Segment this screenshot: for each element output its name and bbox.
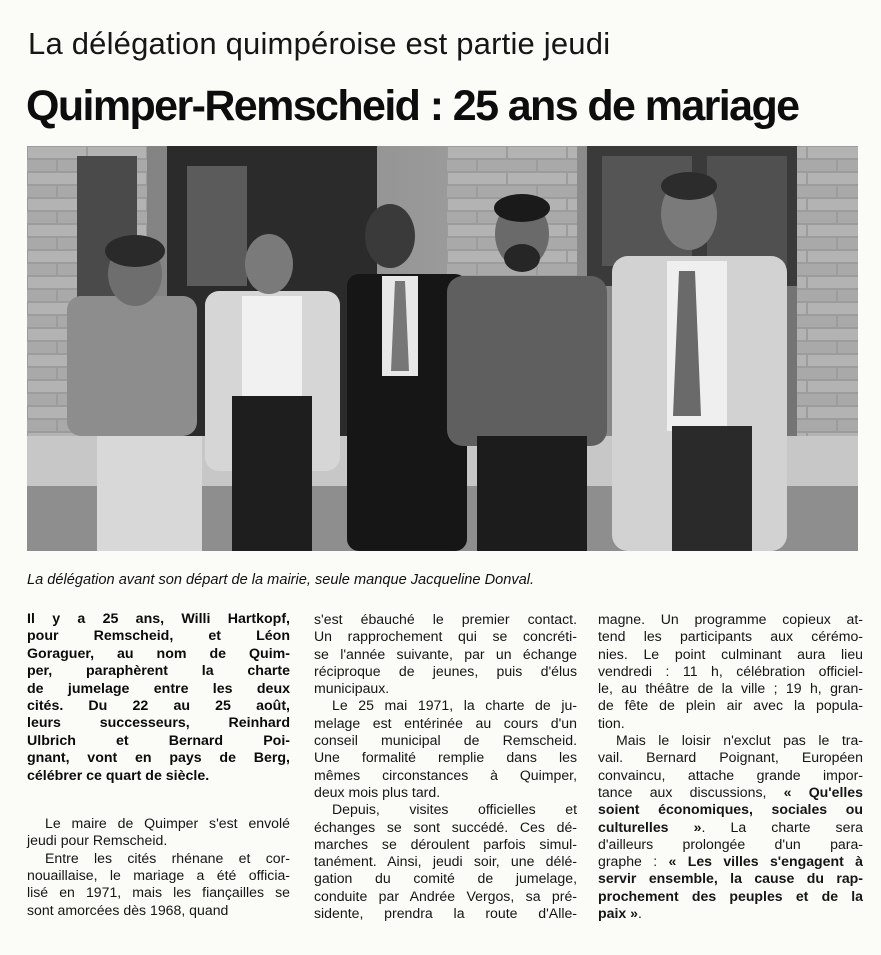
lead-paragraph: Il y a 25 ans, Willi Hartkopf, pour Remscheid, et Léon Goraguer, au nom de Quim- per, paraphèrent la charte de jumelage entre les deux cités. Du 22 au 25 août, leurs successeurs, Reinhard Ulbrich et Bernard Poi- gnant, vont en pays de Berg, célébrer ce quart de siècle.: [27, 611, 290, 784]
paragraph: Mais le loisir n'exclut pas le tra- vail. Bernard Poignant, Européen convaincu, attache grande impor- tance aux discussions, « Qu'elles soient économiques, sociales ou culturelles ». La charte sera d'ailleurs prolongée d'un para- graphe : « Les villes s'engagent à servir ensemble, la cause du rap- prochement des peuples et de la paix ».: [598, 732, 863, 922]
column-3: [598, 611, 863, 922]
kicker: La délégation quimpéroise est partie jeudi: [28, 26, 611, 61]
column-2: [314, 611, 577, 922]
paragraph-cont: jeudi pour Remscheid.: [27, 832, 168, 849]
paragraph: s'est ébauché le premier contact. Un rapprochement qui se concréti- se l'année suivante, par un échange réciproque de jeunes, puis d'élus municipaux.: [314, 611, 577, 697]
photo-group-portrait: [27, 146, 858, 551]
headline: Quimper-Remscheid : 25 ans de mariage: [26, 82, 799, 130]
paragraph: Le 25 mai 1971, la charte de ju- melage est entérinée au cours d'un conseil municipal de Remscheid. Une formalité remplie dans les mêmes circonstances à Quimper, deux mois plus tard.: [314, 697, 577, 800]
photo-caption: La délégation avant son départ de la mairie, seule manque Jacqueline Donval.: [27, 572, 535, 588]
paragraph: Le maire de Quimper s'est envolé: [45, 815, 290, 832]
column-1: [27, 611, 290, 919]
paragraph: Entre les cités rhénane et cor- nouaillaise, le mariage a été officia- lisé en 1971, mais les fiançailles se sont amorcées dès 1968, quand: [27, 849, 290, 918]
paragraph: Depuis, visites officielles et échanges se sont succédé. Ces dé- marches se déroulent parfois simul- tanément. Ainsi, jeudi soir, une délé- gation du comité de jumelage, conduite par Andrée Vergos, sa pré- sidente, prendra la route d'Alle-: [314, 801, 577, 922]
paragraph: magne. Un programme copieux at- tend les participants aux cérémo- nies. Le point culminant aura lieu vendredi : 11 h, célébration officiel- le, au théâtre de la ville ; 19 h, gran- de fête de plein air avec la popula- tion.: [598, 611, 863, 731]
